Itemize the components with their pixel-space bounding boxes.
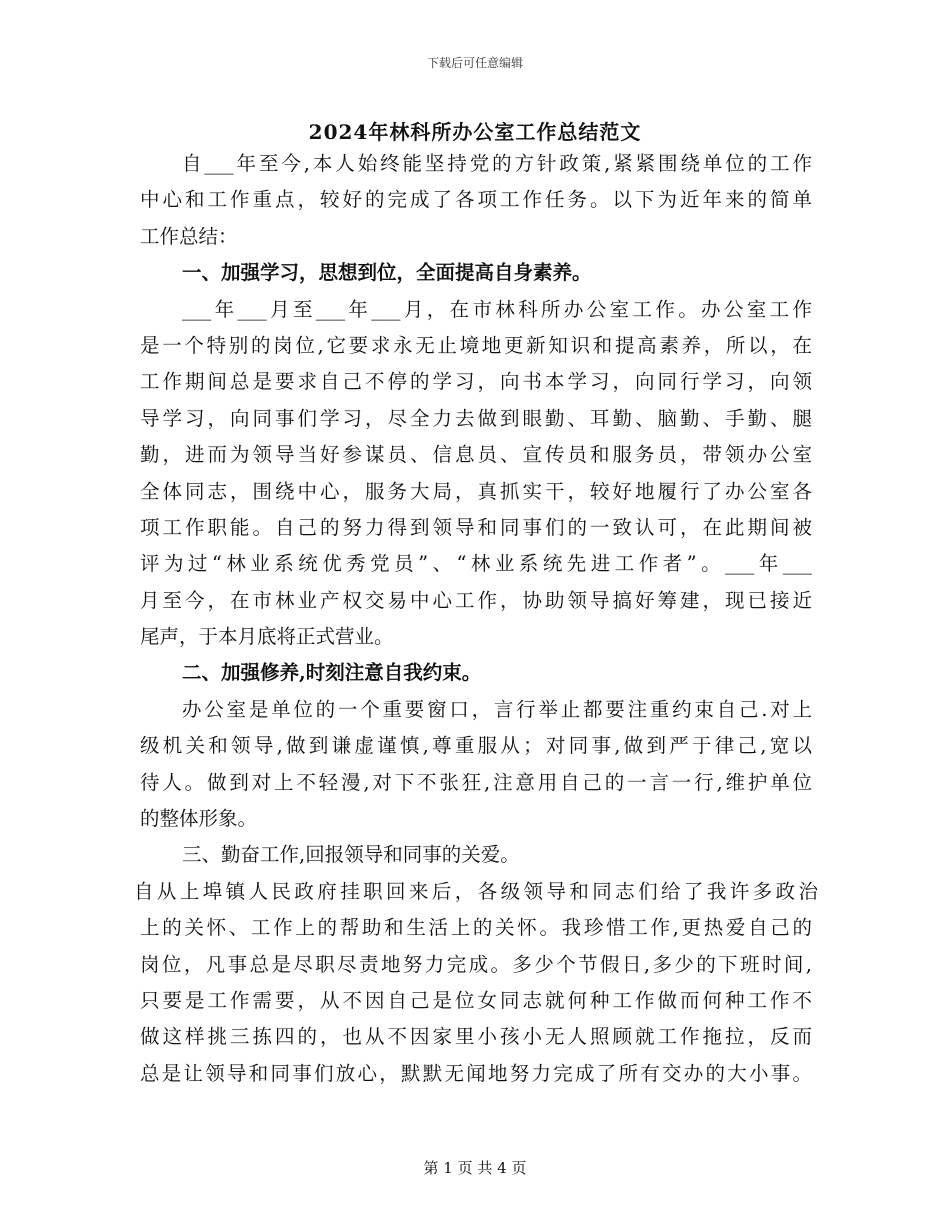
body-text-line: 上的关怀、工作上的帮助和生活上的关怀。我珍惜工作,更热爱自己的: [140, 916, 812, 940]
body-text-line: 做这样挑三拣四的，也从不因家里小孩小无人照顾就工作拖拉，反而: [140, 1025, 812, 1049]
section-heading-line: 一、加强学习，思想到位，全面提高自身素养。: [182, 261, 592, 285]
document-body: [134, 146, 818, 1092]
body-text-line: 勤，进而为领导当好参谋员、信息员、宣传员和服务员，带领办公室: [140, 443, 812, 467]
body-text-line: 三、勤奋工作,回报领导和同事的关爱。: [182, 843, 520, 867]
header-note: 下载后可任意编辑: [426, 56, 523, 70]
body-text-line: 级机关和领导,做到谦虚谨慎,尊重服从；对同事,做到严于律己,宽以: [140, 734, 812, 758]
body-text-line: 月至今，在市林业产权交易中心工作，协助领导搞好筹建，现已接近: [140, 588, 812, 612]
body-text-line: ___年___月至___年___月，在市林科所办公室工作。办公室工作: [182, 297, 812, 321]
body-text-line: 全体同志，围绕中心，服务大局，真抓实干，较好地履行了办公室各: [140, 479, 812, 503]
body-text-line: 岗位，凡事总是尽职尽责地努力完成。多少个节假日,多少的下班时间,: [140, 952, 812, 976]
body-text-line: 尾声，于本月底将正式营业。: [140, 625, 394, 649]
document-title: 2024年林科所办公室工作总结范文: [308, 120, 642, 144]
body-text-line: 待人。做到对上不轻漫,对下不张狂,注意用自己的一言一行,维护单位: [140, 770, 812, 794]
body-text-line: 是一个特别的岗位,它要求永无止境地更新知识和提高素养，所以，在: [140, 333, 812, 357]
body-text-line: 自___年至今,本人始终能坚持党的方针政策,紧紧围绕单位的工作: [182, 152, 812, 175]
body-text-line: 自从上埠镇人民政府挂职回来后，各级领导和同志们给了我许多政治: [134, 879, 818, 903]
body-text-line: 工作期间总是要求自己不停的学习，向书本学习，向同行学习，向领: [140, 370, 812, 394]
body-text-line: 工作总结：: [140, 224, 238, 248]
body-text-line: 评为过“林业系统优秀党员”、“林业系统先进工作者”。___年___: [140, 552, 812, 576]
body-text-line: 的整体形象。: [140, 807, 258, 831]
body-text-line: 办公室是单位的一个重要窗口，言行举止都要注重约束自己.对上: [182, 697, 812, 721]
body-text-line: 中心和工作重点，较好的完成了各项工作任务。以下为近年来的简单: [140, 188, 812, 212]
page-footer: 第 1 页 共 4 页: [423, 1159, 527, 1177]
body-text-line: 总是让领导和同事们放心，默默无闻地努力完成了所有交办的大小事。: [140, 1061, 812, 1085]
section-heading-line: 二、加强修养,时刻注意自我约束。: [182, 661, 482, 685]
body-text-line: 只要是工作需要，从不因自己是位女同志就何种工作做而何种工作不: [140, 988, 812, 1012]
body-text-line: 导学习，向同事们学习，尽全力去做到眼勤、耳勤、脑勤、手勤、腿: [140, 406, 812, 430]
body-text-line: 项工作职能。自己的努力得到领导和同事们的一致认可，在此期间被: [140, 515, 812, 539]
